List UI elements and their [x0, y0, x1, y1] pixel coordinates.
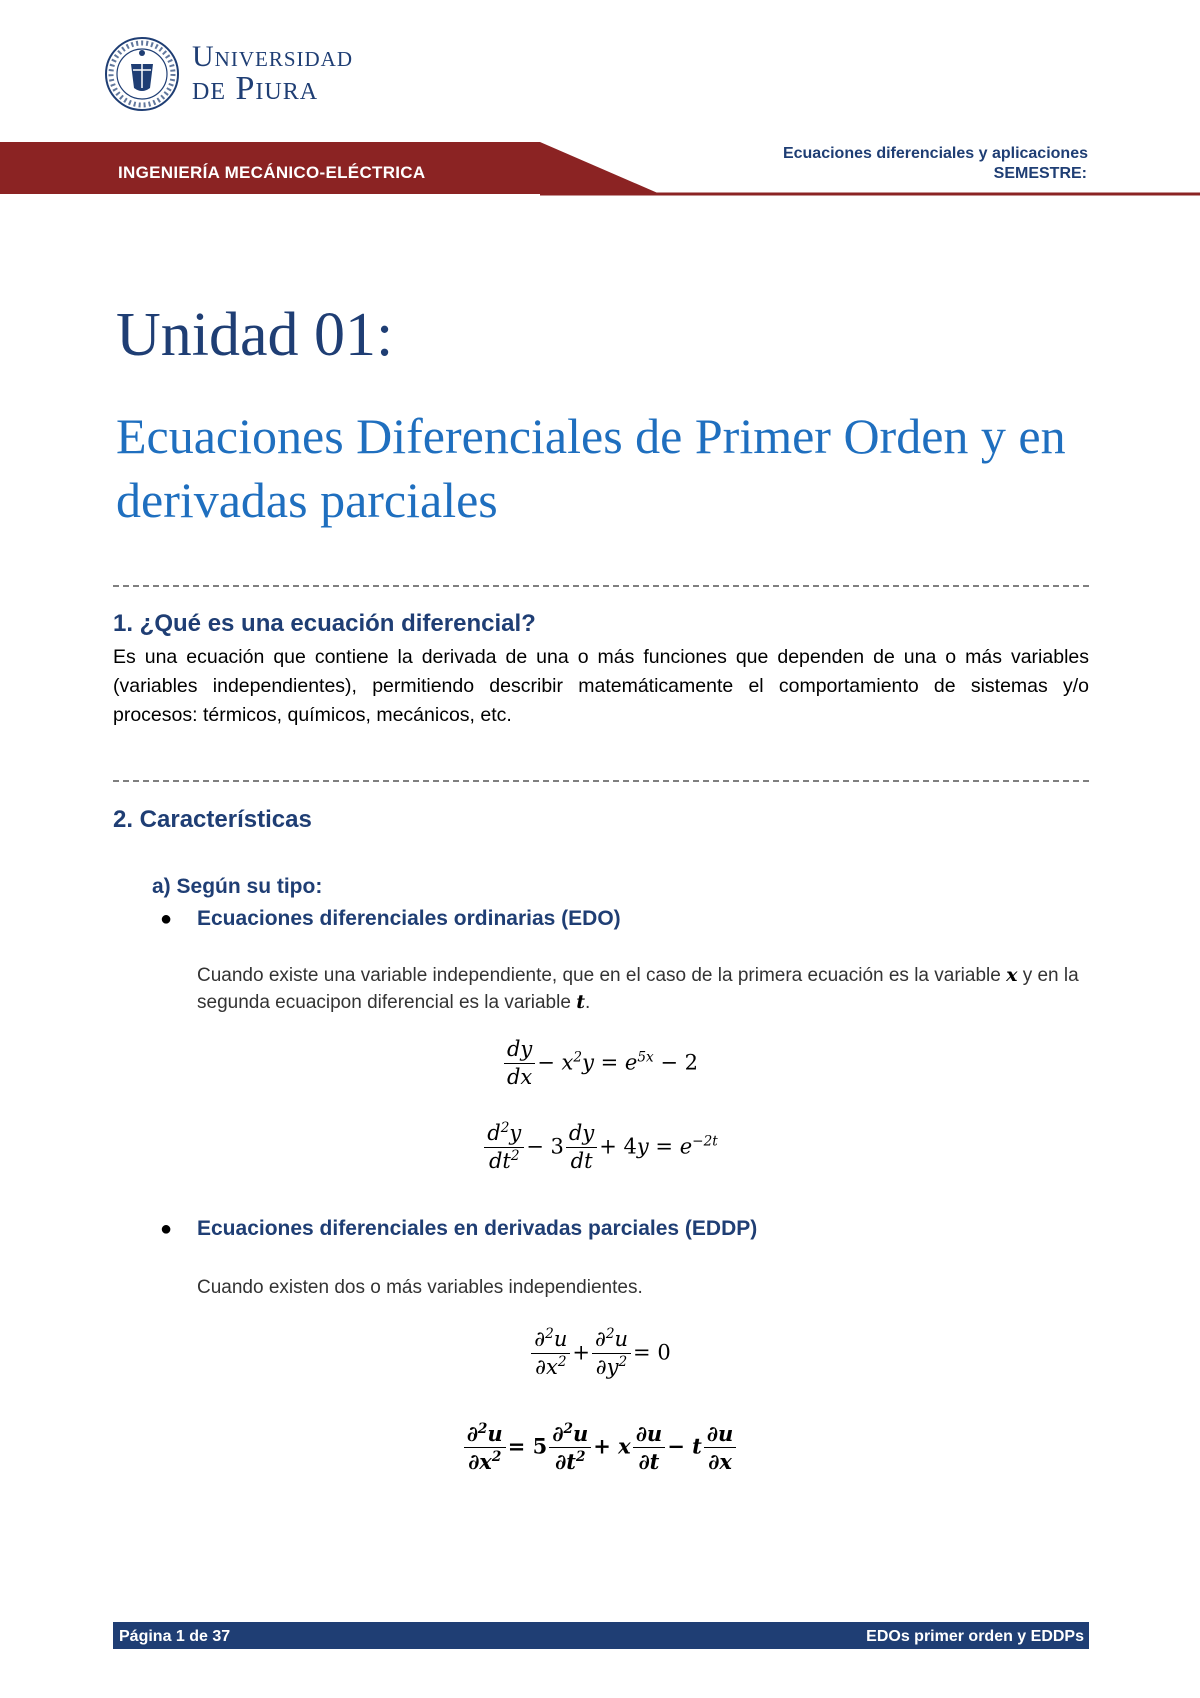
section2-heading: 2. Características	[113, 806, 312, 833]
bullet-icon: ●	[160, 1218, 173, 1240]
faculty-label: INGENIERÍA MECÁNICO-ELÉCTRICA	[118, 163, 426, 182]
edo-desc-end: .	[584, 992, 591, 1013]
eddp-description: Cuando existen dos o más variables independientes.	[197, 1277, 643, 1298]
equation-edo-2: $\frac{d^2y}{dt^2}$ − 3 $\frac{dy}{dt}$ + $4y = e^{-2t}$	[0, 1120, 1200, 1176]
edo-desc-text1: Cuando existe una variable independiente, que en el caso de la primera ecuación es la variable	[197, 965, 1007, 986]
semester-label: SEMESTRE:	[993, 165, 1087, 182]
equation-eddp-1: $\frac{\partial^2u}{\partial x^2}$ + $\frac{\partial^2u}{\partial y^2}$ = 0	[0, 1326, 1200, 1382]
bullet-eddp	[160, 1218, 172, 1241]
section1-body: Es una ecuación que contiene la derivada de una o más funciones que dependen de una o más variables (variables independientes), permitiendo describir matemáticamente el comportamiento de sistemas y/o procesos: térmicos, químicos, mecánicos, etc.	[113, 646, 1089, 726]
bullet-icon: ●	[160, 908, 173, 930]
edo-description	[197, 962, 1089, 1016]
edo-desc-var-t: t	[576, 991, 585, 1013]
course-name: Ecuaciones diferenciales y aplicaciones	[782, 145, 1088, 162]
section1-heading: 1. ¿Qué es una ecuación diferencial?	[113, 610, 536, 637]
bullet-edo	[160, 908, 172, 931]
subsection-a-heading: a) Según su tipo:	[152, 875, 323, 898]
edo-desc-var-x: x	[1006, 964, 1018, 986]
university-seal-logo	[104, 26, 180, 122]
unit-subtitle: Ecuaciones Diferenciales de Primer Orden y en derivadas parciales	[116, 408, 1066, 528]
edo-title: Ecuaciones diferenciales ordinarias (EDO)	[197, 907, 621, 930]
university-name-line1: Universidad	[192, 40, 353, 73]
equation-eddp-2: $\frac{\partial^2u}{\partial x^2}$ = 5 $\frac{\partial^2u}{\partial t^2}$ + x $\frac{\partial u}{\partial t}$ − t $\frac{\partial u}{\partial x}$	[0, 1420, 1200, 1476]
section-divider	[113, 585, 1089, 587]
unit-title: Unidad 01:	[116, 301, 394, 369]
footer-topic: EDOs primer orden y EDDPs	[866, 1628, 1084, 1645]
section-divider	[113, 780, 1089, 782]
page-number: Página 1 de 37	[119, 1628, 231, 1645]
equation-edo-1: $\frac{dy}{dx}$ − $x^2y = e^{5x} - 2$	[0, 1036, 1200, 1092]
university-name-line2: de Piura	[192, 70, 319, 107]
edo-desc-text2: y en la segunda ecuacipon diferencial es la variable	[197, 965, 1079, 1013]
eddp-title: Ecuaciones diferenciales en derivadas parciales (EDDP)	[197, 1217, 758, 1240]
